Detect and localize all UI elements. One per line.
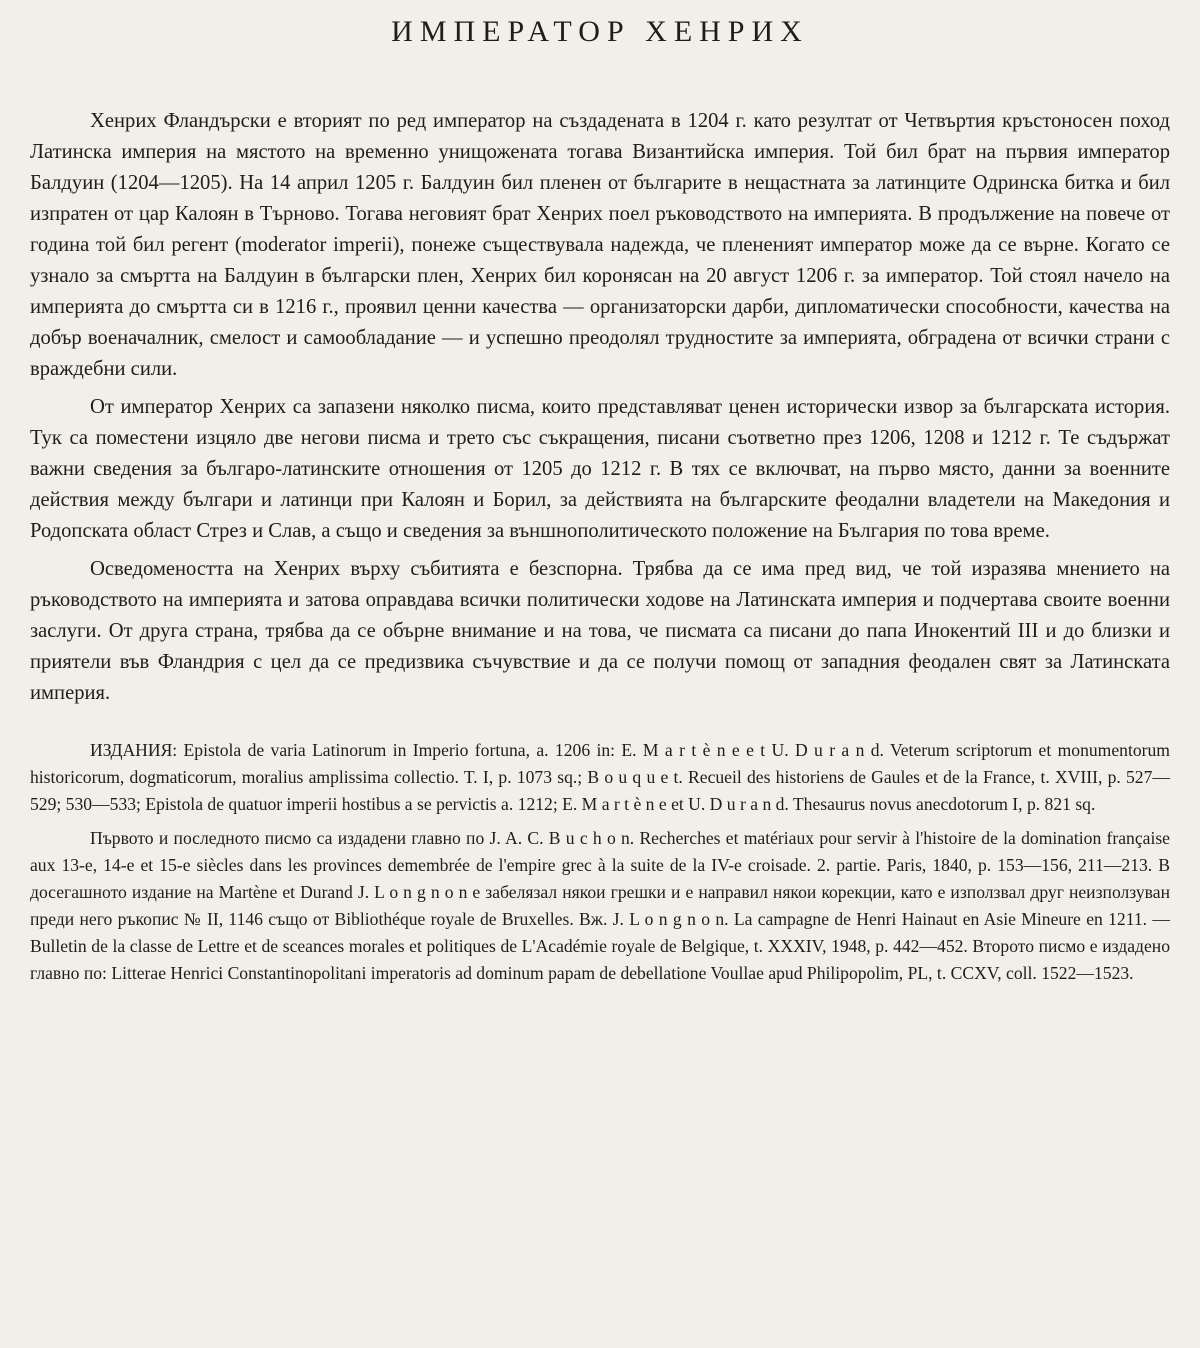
- page-title: ИМПЕРАТОР ХЕНРИХ: [391, 15, 809, 48]
- editions-paragraph: Първото и последното писмо са издадени главно по J. A. C. B u c h o n. Recherches et matériaux pour servir à l'histoire de la domination française aux 13-e, 14-e et 15-e siècles dans les provinces demembrée de l'empire grec à la suite de la IV-e croisade. 2. partie. Paris, 1840, p. 153—156, 211—213. В досегашното издание на Martène et Durand J. L o n g n o n e забелязал някои грешки и е направил някои корекции, като е използвал друг неизползуван преди него ръкопис № II, 1146 също от Bibliothéque royale de Bruxelles. Вж. J. L o n g n o n. La campagne de Henri Hainaut en Asie Mineure en 1211. — Bulletin de la classe de Lettre et de sceances morales et politiques de L'Académie royale de Belgique, t. XXXIV, 1948, p. 442—452. Второто писмо е издадено главно по: Litterae Henrici Constantinopolitani imperatoris ad dominum papam de debellatione Voullae apud Philipopolim, PL, t. CCXV, coll. 1522—1523.: [30, 828, 1170, 983]
- paragraph: Осведомеността на Хенрих върху събитията е безспорна. Трябва да се има пред вид, че той изразява мнението на ръководството на империята и затова оправдава всички политически ходове на Латинската империя и подчертава своите военни заслуги. От друга страна, трябва да се обърне внимание и на това, че писмата са писани до папа Инокентий III и до близки и приятели във Фландрия с цел да се предизвика съчувствие и да се получи помощ от западния феодален свят за Латинската империя.: [30, 558, 1170, 704]
- editions-section: [30, 737, 1170, 987]
- paragraph: Хенрих Фландърски е вторият по ред император на създадената в 1204 г. като резултат от Четвъртия кръстоносен поход Латинска империя на мястото на временно унищожената тогава Византийска империя. Той бил брат на първия император Балдуин (1204—1205). На 14 април 1205 г. Балдуин бил пленен от българите в нещастната за латинците Одринска битка и бил изпратен от цар Калоян в Търново. Тогава неговият брат Хенрих поел ръководството на империята. В продължение на повече от година той бил регент (moderator imperii), понеже съществувала надежда, че плененият император може да се върне. Когато се узнало за смъртта на Балдуин в български плен, Хенрих бил коронясан на 20 август 1206 г. за император. Той стоял начело на империята до смъртта си в 1216 г., проявил ценни качества — организаторски дарби, дипломатически способности, качества на добър военачалник, смелост и самообладание — и успешно преодолял трудностите за империята, обградена от всички страни с враждебни сили.: [30, 110, 1170, 380]
- paragraph: От император Хенрих са запазени няколко писма, които представляват ценен исторически извор за българската история. Тук са поместени изцяло две негови писма и трето със съкращения, писани съответно през 1206, 1208 и 1212 г. Те съдържат важни сведения за българо-латинските отношения от 1205 до 1212 г. В тях се включват, на първо място, данни за военните действия между българи и латинци при Калоян и Борил, за действията на българските феодални владетели на Македония и Родопската област Стрез и Слав, а също и сведения за външнополитическото положение на България по това време.: [30, 396, 1170, 542]
- main-text: [30, 106, 1170, 709]
- editions-paragraph: ИЗДАНИЯ: Epistola de varia Latinorum in Imperio fortuna, a. 1206 in: E. M a r t è n e e t U. D u r a n d. Veterum scriptorum et monumentorum historicorum, dogmaticorum, moralius amplissima collectio. T. I, p. 1073 sq.; B o u q u e t. Recueil des historiens de Gaules et de la France, t. XVIII, p. 527—529; 530—533; Epistola de quatuor imperii hostibus a se pervictis a. 1212; E. M a r t è n e et U. D u r a n d. Thesaurus novus anecdotorum I, p. 821 sq.: [30, 740, 1170, 814]
